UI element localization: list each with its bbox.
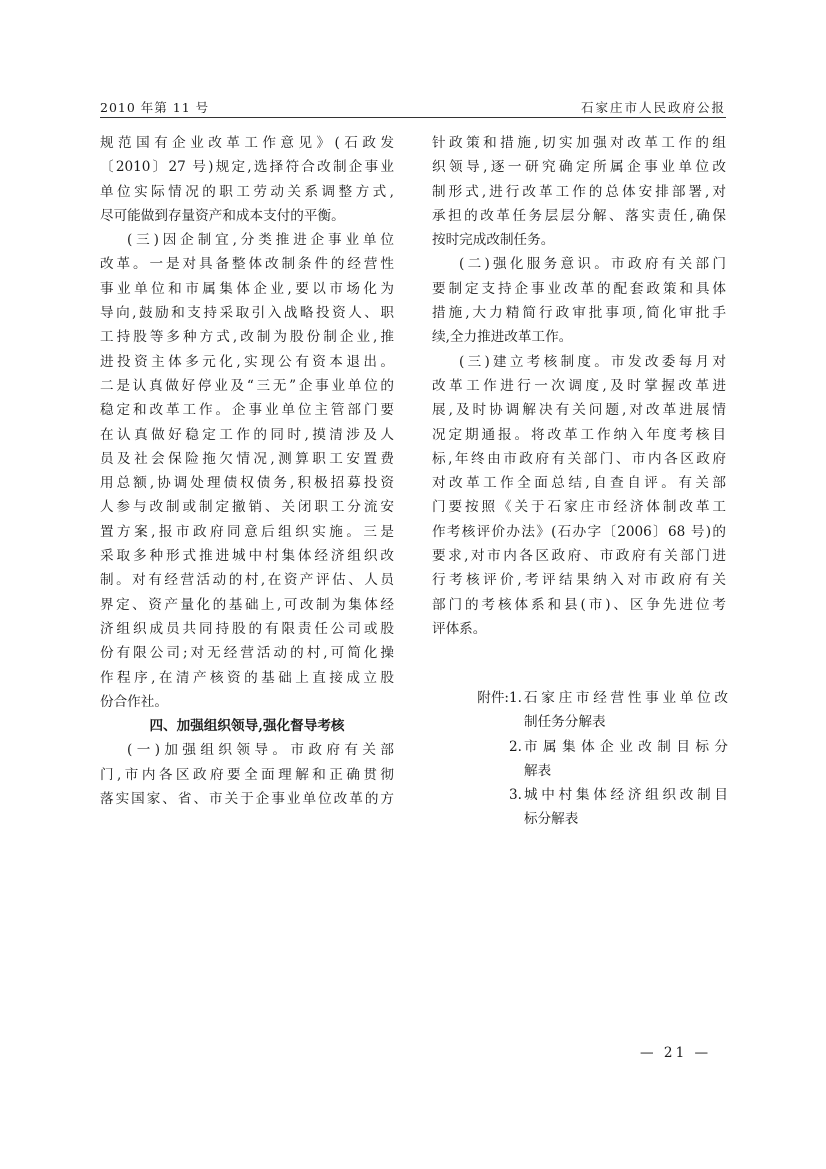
attachment-number: 3. <box>509 787 522 804</box>
left-column <box>100 131 394 811</box>
text-line: 况定期通报。将改革工作纳入年度考核目 <box>432 426 726 443</box>
text-line: 二是认真做好停业及“三无”企事业单位的 <box>100 377 394 394</box>
text-line: 导向,鼓励和支持采取引入战略投资人、职 <box>100 305 394 322</box>
text-line: 措施,大力精简行政审批事项,简化审批手 <box>432 305 726 322</box>
text-line: 份合作社。 <box>100 693 168 710</box>
text-line: 行考核评价,考评结果纳入对市政府有关 <box>432 572 726 589</box>
text-line: 门要按照《关于石家庄市经济体制改革工 <box>432 499 726 516</box>
header-issue: 2010 年第 11 号 <box>100 100 210 115</box>
attachment-title: 石家庄市经营性事业单位改 <box>524 690 728 706</box>
attachments-list <box>432 686 732 832</box>
attachment-title: 标分解表 <box>524 811 579 828</box>
text-line: (二)强化服务意识。市政府有关部门 <box>459 256 726 273</box>
text-line: 门,市内各区政府要全面理解和正确贯彻 <box>100 766 394 783</box>
attachment-item <box>432 735 732 759</box>
section-heading: 四、加强组织领导,强化督导考核 <box>149 718 345 735</box>
text-line: 用总额,协调处理债权债务,积极招募投资 <box>100 475 394 492</box>
right-column <box>432 131 726 641</box>
text-line: 员及社会保险拖欠情况,测算职工安置费 <box>100 450 394 467</box>
text-line: (三)建立考核制度。市发改委每月对 <box>459 353 726 370</box>
attachment-item <box>432 686 732 710</box>
text-line: 进投资主体多元化,实现公有资本退出。 <box>100 353 394 370</box>
text-line: 置方案,报市政府同意后组织实施。三是 <box>100 523 394 540</box>
text-line: 作考核评价办法》(石办字〔2006〕68 号)的 <box>432 523 726 540</box>
attachment-item-continued <box>432 759 732 783</box>
header-publication: 石家庄市人民政府公报 <box>580 100 726 115</box>
text-line: 在认真做好稳定工作的同时,摸清涉及人 <box>100 426 394 443</box>
text-line: 〔2010〕27 号)规定,选择符合改制企事业 <box>100 159 394 176</box>
text-line: 份有限公司;对无经营活动的村,可简化操 <box>100 645 394 662</box>
text-line: 尽可能做到存量资产和成本支付的平衡。 <box>100 207 345 224</box>
attachment-number: 2. <box>509 738 522 755</box>
text-line: 稳定和改革工作。企事业单位主管部门要 <box>100 402 394 419</box>
text-line: 作程序,在清产核资的基础上直接成立股 <box>100 669 394 686</box>
attachment-title: 市属集体企业改制目标分 <box>524 738 728 755</box>
attachment-lead: 附件:1. <box>477 690 522 706</box>
text-line: 织领导,逐一研究确定所属企事业单位改 <box>432 159 726 176</box>
attachment-item-continued <box>432 807 732 831</box>
text-line: 改革。一是对具备整体改制条件的经营性 <box>100 256 394 273</box>
text-line: (一)加强组织领导。市政府有关部 <box>127 742 394 759</box>
attachment-title: 解表 <box>524 762 552 779</box>
text-line: 对改革工作全面总结,自查自评。有关部 <box>432 475 726 492</box>
text-line: 要制定支持企事业改革的配套政策和具体 <box>432 280 726 297</box>
text-line: 针政策和措施,切实加强对改革工作的组 <box>432 135 726 151</box>
attachment-item <box>432 783 732 807</box>
text-line: 要求,对市内各区政府、市政府有关部门进 <box>432 548 726 565</box>
text-line: 采取多种形式推进城中村集体经济组织改 <box>100 548 394 565</box>
text-line: 按时完成改制任务。 <box>432 232 555 249</box>
text-line: 部门的考核体系和县(市)、区争先进位考 <box>432 596 726 613</box>
text-line: 制形式,进行改革工作的总体安排部署,对 <box>432 183 726 200</box>
text-line: 续,全力推进改革工作。 <box>432 329 573 346</box>
text-line: 标,年终由市政府有关部门、市内各区政府 <box>432 450 726 467</box>
text-line: 济组织成员共同持股的有限责任公司或股 <box>100 620 394 637</box>
text-line: 界定、资产量化的基础上,可改制为集体经 <box>100 596 394 613</box>
attachment-title: 城中村集体经济组织改制目 <box>524 787 728 804</box>
text-line: 规范国有企业改革工作意见》(石政发 <box>100 135 394 151</box>
text-line: 事业单位和市属集体企业,要以市场化为 <box>100 280 394 297</box>
attachment-item-continued <box>432 710 732 734</box>
text-line: 制。对有经营活动的村,在资产评估、人员 <box>100 572 394 589</box>
header-rule <box>100 117 726 118</box>
text-line: 人参与改制或制定撤销、关闭职工分流安 <box>100 499 394 516</box>
text-line: 评体系。 <box>432 620 487 637</box>
page-number: — 21 — <box>640 1045 712 1061</box>
attachment-title: 制任务分解表 <box>524 714 606 731</box>
text-line: 工持股等多种方式,改制为股份制企业,推 <box>100 329 394 346</box>
text-line: 承担的改革任务层层分解、落实责任,确保 <box>432 207 726 224</box>
text-line: 单位实际情况的职工劳动关系调整方式, <box>100 183 394 200</box>
text-line: 落实国家、省、市关于企事业单位改革的方 <box>100 791 394 808</box>
text-line: 展,及时协调解决有关问题,对改革进展情 <box>432 402 726 419</box>
text-line: 改革工作进行一次调度,及时掌握改革进 <box>432 377 726 394</box>
text-line: (三)因企制宜,分类推进企事业单位 <box>127 232 394 249</box>
